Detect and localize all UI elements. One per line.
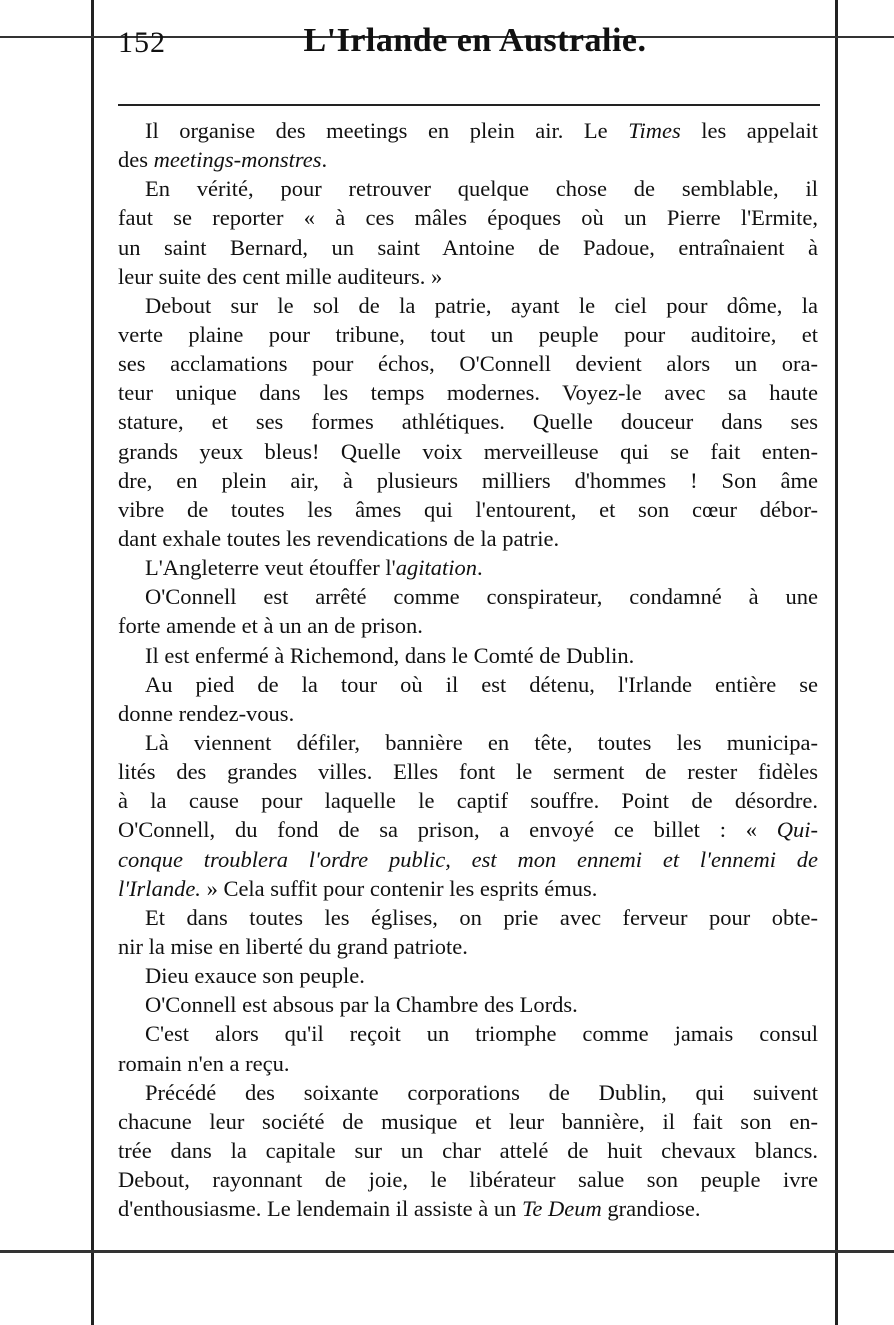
text: à la cause pour laquelle le captif souffre. Point de désordre. <box>118 788 818 814</box>
text: donne rendez-vous. <box>118 700 295 726</box>
text: . <box>476 555 483 581</box>
text: stature, et ses formes athlétiques. Quelle douceur dans ses <box>118 409 818 435</box>
text-line <box>118 582 818 611</box>
italic-text: l'Irlande. <box>118 875 201 901</box>
text-line <box>118 961 818 990</box>
italic-text: agitation <box>395 555 477 581</box>
text: grandiose. <box>601 1196 701 1222</box>
text-line <box>118 786 818 815</box>
text-line <box>118 611 818 640</box>
text-line <box>118 291 818 320</box>
text-line <box>118 262 818 291</box>
text-line <box>118 699 818 728</box>
text-line <box>118 845 818 874</box>
text: Dieu exauce son peuple. <box>145 963 365 989</box>
paragraph <box>118 670 818 728</box>
text: lités des grandes villes. Elles font le serment de rester fidèles <box>118 759 818 785</box>
text-line <box>118 1194 818 1223</box>
italic-text: Qui- <box>776 817 818 843</box>
page-number: 152 <box>118 26 166 59</box>
text-line <box>118 437 818 466</box>
running-title: L'Irlande en Australie. <box>303 22 647 59</box>
text: Il est enfermé à Richemond, dans le Comté de Dublin. <box>145 642 635 668</box>
text-line <box>118 903 818 932</box>
text-line <box>118 728 818 757</box>
page-border-left <box>91 0 94 1325</box>
text-line <box>118 990 818 1019</box>
text: Il organise des meetings en plein air. Le <box>145 118 629 143</box>
text-line <box>118 378 818 407</box>
text: . <box>321 147 328 173</box>
text-line <box>118 495 818 524</box>
paragraph <box>118 582 818 640</box>
text-line <box>118 349 818 378</box>
text-line <box>118 1049 818 1078</box>
text-line <box>118 1019 818 1048</box>
text: O'Connell est absous par la Chambre des Lords. <box>145 992 578 1018</box>
text: faut se reporter « à ces mâles époques où un Pierre l'Ermite, <box>118 205 818 231</box>
paragraph <box>118 728 818 903</box>
text-line <box>118 116 818 145</box>
text: les appelait <box>680 118 818 143</box>
text-line <box>118 670 818 699</box>
text-line <box>118 203 818 232</box>
text-line <box>118 145 818 174</box>
text: O'Connell est arrêté comme conspirateur, condamné à une <box>145 584 818 610</box>
text-line <box>118 874 818 903</box>
text: un saint Bernard, un saint Antoine de Padoue, entraînaient à <box>118 234 818 260</box>
text-line <box>118 1107 818 1136</box>
text: » Cela suffit pour contenir les esprits émus. <box>200 875 598 901</box>
text: leur suite des cent mille auditeurs. » <box>118 263 443 289</box>
text: des <box>118 147 154 173</box>
text: L'Angleterre veut étouffer l' <box>145 555 396 581</box>
paragraph <box>118 174 818 291</box>
text: romain n'en a reçu. <box>118 1050 290 1076</box>
text: ses acclamations pour échos, O'Connell devient alors un ora- <box>118 351 818 377</box>
paragraph <box>118 641 818 670</box>
text-line <box>118 524 818 553</box>
text: trée dans la capitale sur un char attelé de huit chevaux blancs. <box>118 1137 818 1163</box>
italic-text: conque troublera l'ordre public, est mon ennemi et l'ennemi de <box>118 846 818 872</box>
text-line <box>118 1078 818 1107</box>
page-border-bottom <box>0 1250 894 1253</box>
text: En vérité, pour retrouver quelque chose de semblable, il <box>145 176 818 202</box>
text-line <box>118 1165 818 1194</box>
paragraph <box>118 553 818 582</box>
text: Debout sur le sol de la patrie, ayant le ciel pour dôme, la <box>145 292 818 318</box>
page-body <box>118 116 818 1223</box>
text: vibre de toutes les âmes qui l'entourent, et son cœur débor- <box>118 496 818 522</box>
text-line <box>118 466 818 495</box>
text: dre, en plein air, à plusieurs milliers d'hommes ! Son âme <box>118 467 818 493</box>
header-rule <box>118 104 820 106</box>
text-line <box>118 932 818 961</box>
text-line <box>118 641 818 670</box>
text: grands yeux bleus! Quelle voix merveilleuse qui se fait enten- <box>118 438 818 464</box>
text-line <box>118 1136 818 1165</box>
text-line <box>118 174 818 203</box>
text-line <box>118 815 818 844</box>
paragraph <box>118 291 818 553</box>
text-line <box>118 407 818 436</box>
text: forte amende et à un an de prison. <box>118 613 423 639</box>
text: C'est alors qu'il reçoit un triomphe comme jamais consul <box>145 1021 818 1047</box>
text: teur unique dans les temps modernes. Voyez-le avec sa haute <box>118 380 818 406</box>
text: O'Connell, du fond de sa prison, a envoyé ce billet : « <box>118 817 777 843</box>
italic-text: meetings-monstres <box>153 147 322 173</box>
text: Debout, rayonnant de joie, le libérateur salue son peuple ivre <box>118 1167 818 1193</box>
paragraph <box>118 961 818 990</box>
text-line <box>118 233 818 262</box>
text: Au pied de la tour où il est détenu, l'Irlande entière se <box>145 671 818 697</box>
text: dant exhale toutes les revendications de la patrie. <box>118 525 560 551</box>
paragraph <box>118 116 818 174</box>
paragraph <box>118 1019 818 1077</box>
italic-text: Times <box>628 118 681 143</box>
text: Précédé des soixante corporations de Dublin, qui suivent <box>145 1079 818 1105</box>
page-border-right <box>835 0 838 1325</box>
text: Et dans toutes les églises, on prie avec ferveur pour obte- <box>145 904 818 930</box>
text-line <box>118 553 818 582</box>
text: verte plaine pour tribune, tout un peuple pour auditoire, et <box>118 321 818 347</box>
text: d'enthousiasme. Le lendemain il assiste à un <box>118 1196 522 1222</box>
paragraph <box>118 903 818 961</box>
paragraph <box>118 990 818 1019</box>
text-line <box>118 757 818 786</box>
text: nir la mise en liberté du grand patriote. <box>118 933 468 959</box>
paragraph <box>118 1078 818 1224</box>
text-line <box>118 320 818 349</box>
text: chacune leur société de musique et leur bannière, il fait son en- <box>118 1108 818 1134</box>
text: Là viennent défiler, bannière en tête, toutes les municipa- <box>145 729 818 755</box>
italic-text: Te Deum <box>521 1196 602 1222</box>
